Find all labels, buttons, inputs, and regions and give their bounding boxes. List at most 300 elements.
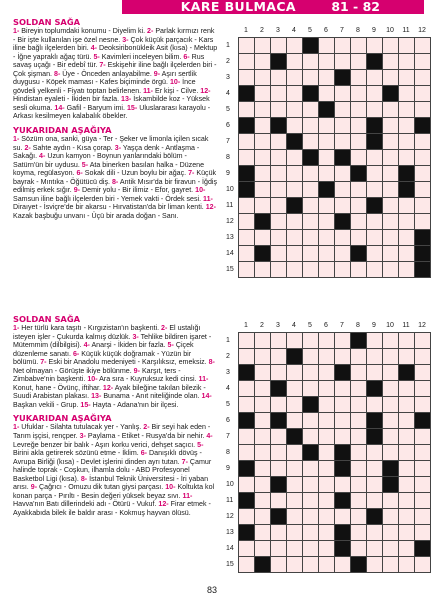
empty-cell[interactable] bbox=[367, 230, 383, 246]
empty-cell[interactable] bbox=[303, 166, 319, 182]
empty-cell[interactable] bbox=[399, 477, 415, 493]
empty-cell[interactable] bbox=[271, 230, 287, 246]
empty-cell[interactable] bbox=[271, 493, 287, 509]
empty-cell[interactable] bbox=[303, 230, 319, 246]
empty-cell[interactable] bbox=[239, 134, 255, 150]
empty-cell[interactable] bbox=[319, 381, 335, 397]
empty-cell[interactable] bbox=[239, 102, 255, 118]
empty-cell[interactable] bbox=[287, 397, 303, 413]
empty-cell[interactable] bbox=[367, 541, 383, 557]
empty-cell[interactable] bbox=[319, 429, 335, 445]
empty-cell[interactable] bbox=[383, 541, 399, 557]
empty-cell[interactable] bbox=[383, 365, 399, 381]
empty-cell[interactable] bbox=[303, 214, 319, 230]
empty-cell[interactable] bbox=[351, 38, 367, 54]
empty-cell[interactable] bbox=[335, 38, 351, 54]
empty-cell[interactable] bbox=[303, 349, 319, 365]
empty-cell[interactable] bbox=[287, 262, 303, 278]
empty-cell[interactable] bbox=[287, 477, 303, 493]
empty-cell[interactable] bbox=[383, 333, 399, 349]
empty-cell[interactable] bbox=[399, 214, 415, 230]
row-number: 11 bbox=[226, 202, 234, 209]
empty-cell[interactable] bbox=[351, 445, 367, 461]
empty-cell[interactable] bbox=[415, 86, 431, 102]
empty-cell[interactable] bbox=[303, 198, 319, 214]
empty-cell[interactable] bbox=[271, 541, 287, 557]
empty-cell[interactable] bbox=[383, 349, 399, 365]
empty-cell[interactable] bbox=[319, 54, 335, 70]
empty-cell[interactable] bbox=[303, 509, 319, 525]
empty-cell[interactable] bbox=[239, 477, 255, 493]
empty-cell[interactable] bbox=[399, 397, 415, 413]
empty-cell[interactable] bbox=[287, 118, 303, 134]
empty-cell[interactable] bbox=[335, 477, 351, 493]
empty-cell[interactable] bbox=[303, 246, 319, 262]
empty-cell[interactable] bbox=[255, 509, 271, 525]
empty-cell[interactable] bbox=[415, 166, 431, 182]
empty-cell[interactable] bbox=[239, 445, 255, 461]
empty-cell[interactable] bbox=[383, 381, 399, 397]
empty-cell[interactable] bbox=[287, 493, 303, 509]
empty-cell[interactable] bbox=[319, 38, 335, 54]
empty-cell[interactable] bbox=[287, 381, 303, 397]
empty-cell[interactable] bbox=[303, 541, 319, 557]
empty-cell[interactable] bbox=[255, 150, 271, 166]
empty-cell[interactable] bbox=[399, 461, 415, 477]
empty-cell[interactable] bbox=[399, 230, 415, 246]
empty-cell[interactable] bbox=[399, 198, 415, 214]
empty-cell[interactable] bbox=[351, 150, 367, 166]
empty-cell[interactable] bbox=[383, 134, 399, 150]
empty-cell[interactable] bbox=[303, 365, 319, 381]
empty-cell[interactable] bbox=[335, 397, 351, 413]
empty-cell[interactable] bbox=[399, 333, 415, 349]
empty-cell[interactable] bbox=[255, 230, 271, 246]
empty-cell[interactable] bbox=[271, 262, 287, 278]
empty-cell[interactable] bbox=[415, 214, 431, 230]
empty-cell[interactable] bbox=[415, 445, 431, 461]
empty-cell[interactable] bbox=[303, 413, 319, 429]
empty-cell[interactable] bbox=[367, 214, 383, 230]
empty-cell[interactable] bbox=[335, 333, 351, 349]
empty-cell[interactable] bbox=[383, 413, 399, 429]
empty-cell[interactable] bbox=[383, 38, 399, 54]
empty-cell[interactable] bbox=[351, 525, 367, 541]
empty-cell[interactable] bbox=[287, 70, 303, 86]
empty-cell[interactable] bbox=[399, 557, 415, 573]
empty-cell[interactable] bbox=[383, 493, 399, 509]
empty-cell[interactable] bbox=[415, 557, 431, 573]
empty-cell[interactable] bbox=[399, 118, 415, 134]
empty-cell[interactable] bbox=[239, 54, 255, 70]
empty-cell[interactable] bbox=[303, 525, 319, 541]
empty-cell[interactable] bbox=[271, 198, 287, 214]
empty-cell[interactable] bbox=[271, 38, 287, 54]
empty-cell[interactable] bbox=[367, 461, 383, 477]
empty-cell[interactable] bbox=[239, 333, 255, 349]
empty-cell[interactable] bbox=[335, 429, 351, 445]
empty-cell[interactable] bbox=[351, 381, 367, 397]
empty-cell[interactable] bbox=[415, 477, 431, 493]
empty-cell[interactable] bbox=[335, 262, 351, 278]
empty-cell[interactable] bbox=[239, 262, 255, 278]
empty-cell[interactable] bbox=[287, 182, 303, 198]
empty-cell[interactable] bbox=[335, 246, 351, 262]
empty-cell[interactable] bbox=[335, 54, 351, 70]
empty-cell[interactable] bbox=[335, 102, 351, 118]
empty-cell[interactable] bbox=[287, 54, 303, 70]
empty-cell[interactable] bbox=[399, 262, 415, 278]
empty-cell[interactable] bbox=[415, 429, 431, 445]
down-clues bbox=[13, 423, 218, 517]
empty-cell[interactable] bbox=[383, 230, 399, 246]
empty-cell[interactable] bbox=[367, 365, 383, 381]
empty-cell[interactable] bbox=[271, 557, 287, 573]
empty-cell[interactable] bbox=[383, 198, 399, 214]
empty-cell[interactable] bbox=[351, 397, 367, 413]
empty-cell[interactable] bbox=[303, 429, 319, 445]
empty-cell[interactable] bbox=[335, 182, 351, 198]
empty-cell[interactable] bbox=[255, 541, 271, 557]
empty-cell[interactable] bbox=[319, 557, 335, 573]
empty-cell[interactable] bbox=[319, 86, 335, 102]
empty-cell[interactable] bbox=[319, 477, 335, 493]
empty-cell[interactable] bbox=[271, 525, 287, 541]
empty-cell[interactable] bbox=[351, 262, 367, 278]
empty-cell[interactable] bbox=[319, 246, 335, 262]
empty-cell[interactable] bbox=[399, 525, 415, 541]
empty-cell[interactable] bbox=[271, 182, 287, 198]
empty-cell[interactable] bbox=[255, 54, 271, 70]
empty-cell[interactable] bbox=[287, 230, 303, 246]
empty-cell[interactable] bbox=[415, 54, 431, 70]
empty-cell[interactable] bbox=[383, 262, 399, 278]
empty-cell[interactable] bbox=[287, 365, 303, 381]
empty-cell[interactable] bbox=[383, 429, 399, 445]
empty-cell[interactable] bbox=[255, 413, 271, 429]
empty-cell[interactable] bbox=[271, 86, 287, 102]
empty-cell[interactable] bbox=[255, 134, 271, 150]
empty-cell[interactable] bbox=[399, 86, 415, 102]
empty-cell[interactable] bbox=[383, 166, 399, 182]
empty-cell[interactable] bbox=[367, 349, 383, 365]
empty-cell[interactable] bbox=[319, 166, 335, 182]
empty-cell[interactable] bbox=[255, 182, 271, 198]
empty-cell[interactable] bbox=[239, 429, 255, 445]
empty-cell[interactable] bbox=[367, 246, 383, 262]
empty-cell[interactable] bbox=[239, 38, 255, 54]
empty-cell[interactable] bbox=[271, 333, 287, 349]
empty-cell[interactable] bbox=[255, 166, 271, 182]
empty-cell[interactable] bbox=[239, 198, 255, 214]
empty-cell[interactable] bbox=[383, 557, 399, 573]
empty-cell[interactable] bbox=[287, 246, 303, 262]
empty-cell[interactable] bbox=[287, 214, 303, 230]
empty-cell[interactable] bbox=[271, 134, 287, 150]
empty-cell[interactable] bbox=[271, 349, 287, 365]
empty-cell[interactable] bbox=[239, 150, 255, 166]
empty-cell[interactable] bbox=[271, 397, 287, 413]
empty-cell[interactable] bbox=[319, 349, 335, 365]
empty-cell[interactable] bbox=[239, 541, 255, 557]
empty-cell[interactable] bbox=[351, 134, 367, 150]
empty-cell[interactable] bbox=[239, 557, 255, 573]
empty-cell[interactable] bbox=[383, 70, 399, 86]
empty-cell[interactable] bbox=[399, 150, 415, 166]
empty-cell[interactable] bbox=[239, 381, 255, 397]
empty-cell[interactable] bbox=[367, 493, 383, 509]
empty-cell[interactable] bbox=[415, 461, 431, 477]
empty-cell[interactable] bbox=[383, 102, 399, 118]
empty-cell[interactable] bbox=[383, 397, 399, 413]
empty-cell[interactable] bbox=[367, 86, 383, 102]
empty-cell[interactable] bbox=[255, 365, 271, 381]
empty-cell[interactable] bbox=[367, 166, 383, 182]
empty-cell[interactable] bbox=[399, 70, 415, 86]
empty-cell[interactable] bbox=[351, 413, 367, 429]
empty-cell[interactable] bbox=[271, 70, 287, 86]
empty-cell[interactable] bbox=[351, 509, 367, 525]
empty-cell[interactable] bbox=[351, 365, 367, 381]
empty-cell[interactable] bbox=[255, 102, 271, 118]
empty-cell[interactable] bbox=[335, 349, 351, 365]
empty-cell[interactable] bbox=[367, 477, 383, 493]
empty-cell[interactable] bbox=[319, 262, 335, 278]
empty-cell[interactable] bbox=[399, 349, 415, 365]
empty-cell[interactable] bbox=[319, 134, 335, 150]
empty-cell[interactable] bbox=[319, 70, 335, 86]
empty-cell[interactable] bbox=[303, 118, 319, 134]
empty-cell[interactable] bbox=[255, 397, 271, 413]
empty-cell[interactable] bbox=[303, 557, 319, 573]
empty-cell[interactable] bbox=[415, 525, 431, 541]
empty-cell[interactable] bbox=[351, 102, 367, 118]
empty-cell[interactable] bbox=[319, 333, 335, 349]
empty-cell[interactable] bbox=[415, 150, 431, 166]
empty-cell[interactable] bbox=[303, 54, 319, 70]
empty-cell[interactable] bbox=[367, 333, 383, 349]
empty-cell[interactable] bbox=[367, 38, 383, 54]
empty-cell[interactable] bbox=[319, 413, 335, 429]
empty-cell[interactable] bbox=[367, 445, 383, 461]
empty-cell[interactable] bbox=[287, 166, 303, 182]
empty-cell[interactable] bbox=[335, 86, 351, 102]
empty-cell[interactable] bbox=[399, 38, 415, 54]
empty-cell[interactable] bbox=[255, 86, 271, 102]
empty-cell[interactable] bbox=[319, 214, 335, 230]
empty-cell[interactable] bbox=[255, 477, 271, 493]
empty-cell[interactable] bbox=[399, 541, 415, 557]
empty-cell[interactable] bbox=[383, 54, 399, 70]
empty-cell[interactable] bbox=[303, 461, 319, 477]
empty-cell[interactable] bbox=[271, 461, 287, 477]
empty-cell[interactable] bbox=[319, 445, 335, 461]
empty-cell[interactable] bbox=[335, 381, 351, 397]
empty-cell[interactable] bbox=[351, 198, 367, 214]
empty-cell[interactable] bbox=[287, 102, 303, 118]
empty-cell[interactable] bbox=[415, 38, 431, 54]
empty-cell[interactable] bbox=[239, 246, 255, 262]
empty-cell[interactable] bbox=[351, 118, 367, 134]
empty-cell[interactable] bbox=[287, 541, 303, 557]
empty-cell[interactable] bbox=[319, 230, 335, 246]
empty-cell[interactable] bbox=[287, 333, 303, 349]
empty-cell[interactable] bbox=[399, 445, 415, 461]
empty-cell[interactable] bbox=[415, 333, 431, 349]
empty-cell[interactable] bbox=[287, 150, 303, 166]
empty-cell[interactable] bbox=[415, 134, 431, 150]
empty-cell[interactable] bbox=[367, 262, 383, 278]
empty-cell[interactable] bbox=[239, 509, 255, 525]
empty-cell[interactable] bbox=[239, 349, 255, 365]
empty-cell[interactable] bbox=[287, 509, 303, 525]
empty-cell[interactable] bbox=[351, 493, 367, 509]
empty-cell[interactable] bbox=[271, 246, 287, 262]
empty-cell[interactable] bbox=[399, 381, 415, 397]
empty-cell[interactable] bbox=[287, 86, 303, 102]
empty-cell[interactable] bbox=[335, 557, 351, 573]
empty-cell[interactable] bbox=[335, 134, 351, 150]
empty-cell[interactable] bbox=[383, 150, 399, 166]
empty-cell[interactable] bbox=[303, 381, 319, 397]
empty-cell[interactable] bbox=[319, 461, 335, 477]
empty-cell[interactable] bbox=[319, 118, 335, 134]
empty-cell[interactable] bbox=[319, 493, 335, 509]
empty-cell[interactable] bbox=[351, 541, 367, 557]
empty-cell[interactable] bbox=[303, 262, 319, 278]
empty-cell[interactable] bbox=[303, 477, 319, 493]
empty-cell[interactable] bbox=[303, 102, 319, 118]
empty-cell[interactable] bbox=[351, 461, 367, 477]
empty-cell[interactable] bbox=[415, 102, 431, 118]
empty-cell[interactable] bbox=[255, 461, 271, 477]
empty-cell[interactable] bbox=[367, 182, 383, 198]
empty-cell[interactable] bbox=[351, 86, 367, 102]
empty-cell[interactable] bbox=[319, 541, 335, 557]
empty-cell[interactable] bbox=[303, 182, 319, 198]
empty-cell[interactable] bbox=[383, 246, 399, 262]
empty-cell[interactable] bbox=[351, 429, 367, 445]
empty-cell[interactable] bbox=[415, 182, 431, 198]
empty-cell[interactable] bbox=[399, 493, 415, 509]
empty-cell[interactable] bbox=[367, 397, 383, 413]
empty-cell[interactable] bbox=[383, 525, 399, 541]
empty-cell[interactable] bbox=[415, 493, 431, 509]
empty-cell[interactable] bbox=[271, 429, 287, 445]
empty-cell[interactable] bbox=[255, 349, 271, 365]
empty-cell[interactable] bbox=[383, 445, 399, 461]
empty-cell[interactable] bbox=[255, 38, 271, 54]
empty-cell[interactable] bbox=[399, 429, 415, 445]
empty-cell[interactable] bbox=[335, 413, 351, 429]
empty-cell[interactable] bbox=[303, 493, 319, 509]
empty-cell[interactable] bbox=[415, 198, 431, 214]
empty-cell[interactable] bbox=[255, 262, 271, 278]
empty-cell[interactable] bbox=[335, 118, 351, 134]
empty-cell[interactable] bbox=[399, 54, 415, 70]
empty-cell[interactable] bbox=[319, 525, 335, 541]
empty-cell[interactable] bbox=[335, 198, 351, 214]
empty-cell[interactable] bbox=[415, 349, 431, 365]
empty-cell[interactable] bbox=[271, 150, 287, 166]
empty-cell[interactable] bbox=[255, 70, 271, 86]
empty-cell[interactable] bbox=[335, 166, 351, 182]
empty-cell[interactable] bbox=[415, 397, 431, 413]
empty-cell[interactable] bbox=[383, 118, 399, 134]
empty-cell[interactable] bbox=[351, 214, 367, 230]
empty-cell[interactable] bbox=[271, 214, 287, 230]
empty-cell[interactable] bbox=[351, 70, 367, 86]
empty-cell[interactable] bbox=[255, 493, 271, 509]
empty-cell[interactable] bbox=[239, 397, 255, 413]
empty-cell[interactable] bbox=[255, 198, 271, 214]
empty-cell[interactable] bbox=[415, 70, 431, 86]
empty-cell[interactable] bbox=[287, 525, 303, 541]
empty-cell[interactable] bbox=[287, 38, 303, 54]
empty-cell[interactable] bbox=[271, 365, 287, 381]
empty-cell[interactable] bbox=[239, 70, 255, 86]
empty-cell[interactable] bbox=[367, 70, 383, 86]
empty-cell[interactable] bbox=[319, 365, 335, 381]
empty-cell[interactable] bbox=[415, 381, 431, 397]
empty-cell[interactable] bbox=[319, 150, 335, 166]
empty-cell[interactable] bbox=[367, 102, 383, 118]
empty-cell[interactable] bbox=[367, 525, 383, 541]
empty-cell[interactable] bbox=[319, 509, 335, 525]
empty-cell[interactable] bbox=[415, 365, 431, 381]
empty-cell[interactable] bbox=[255, 445, 271, 461]
empty-cell[interactable] bbox=[351, 230, 367, 246]
empty-cell[interactable] bbox=[351, 182, 367, 198]
empty-cell[interactable] bbox=[351, 477, 367, 493]
empty-cell[interactable] bbox=[287, 445, 303, 461]
empty-cell[interactable] bbox=[367, 150, 383, 166]
empty-cell[interactable] bbox=[287, 557, 303, 573]
empty-cell[interactable] bbox=[319, 198, 335, 214]
empty-cell[interactable] bbox=[319, 397, 335, 413]
empty-cell[interactable] bbox=[399, 509, 415, 525]
empty-cell[interactable] bbox=[399, 246, 415, 262]
empty-cell[interactable] bbox=[255, 429, 271, 445]
empty-cell[interactable] bbox=[271, 166, 287, 182]
empty-cell[interactable] bbox=[303, 333, 319, 349]
empty-cell[interactable] bbox=[239, 214, 255, 230]
empty-cell[interactable] bbox=[367, 557, 383, 573]
empty-cell[interactable] bbox=[287, 413, 303, 429]
empty-cell[interactable] bbox=[287, 461, 303, 477]
empty-cell[interactable] bbox=[271, 445, 287, 461]
empty-cell[interactable] bbox=[239, 230, 255, 246]
empty-cell[interactable] bbox=[255, 333, 271, 349]
empty-cell[interactable] bbox=[415, 509, 431, 525]
empty-cell[interactable] bbox=[255, 381, 271, 397]
empty-cell[interactable] bbox=[271, 102, 287, 118]
empty-cell[interactable] bbox=[383, 214, 399, 230]
empty-cell[interactable] bbox=[303, 70, 319, 86]
empty-cell[interactable] bbox=[399, 134, 415, 150]
empty-cell[interactable] bbox=[255, 118, 271, 134]
empty-cell[interactable] bbox=[399, 413, 415, 429]
empty-cell[interactable] bbox=[383, 509, 399, 525]
empty-cell[interactable] bbox=[399, 102, 415, 118]
empty-cell[interactable] bbox=[383, 182, 399, 198]
empty-cell[interactable] bbox=[351, 54, 367, 70]
empty-cell[interactable] bbox=[335, 509, 351, 525]
empty-cell[interactable] bbox=[351, 349, 367, 365]
empty-cell[interactable] bbox=[335, 230, 351, 246]
empty-cell[interactable] bbox=[303, 134, 319, 150]
empty-cell[interactable] bbox=[255, 525, 271, 541]
